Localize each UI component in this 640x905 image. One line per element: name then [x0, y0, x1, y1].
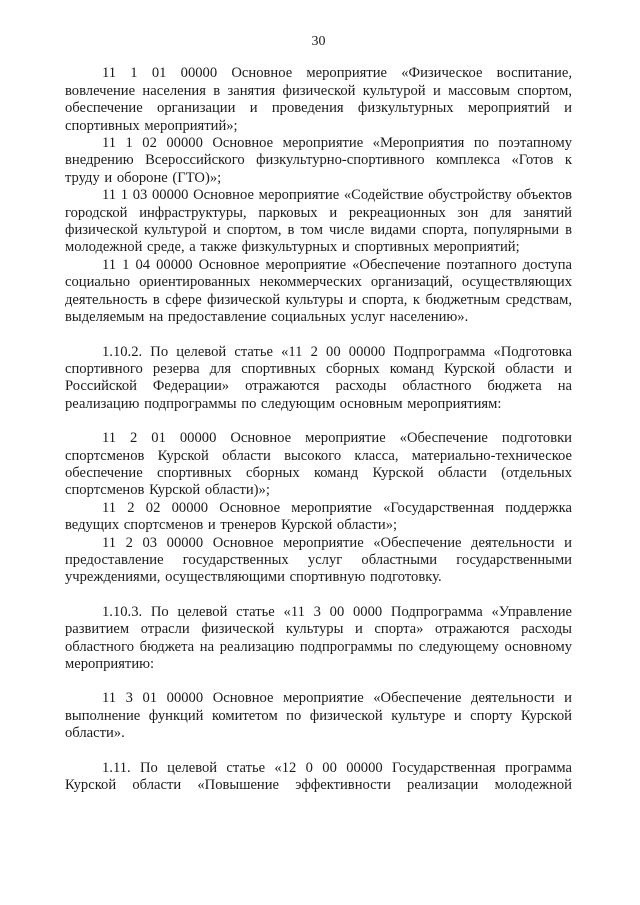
paragraph-1-11: 1.11. По целевой статье «12 0 00 00000 Государственная программа Курской области «Повышение эффективности реализации молодежной [65, 759, 572, 794]
paragraph-11-1-01: 11 1 01 00000 Основное мероприятие «Физическое воспитание, вовлечение населения в занятия физической культурой и массовым спортом, обеспечение организации и проведения физкультурных мероприятий и спортивных мероприятий»; [65, 65, 572, 134]
paragraph-11-1-02: 11 1 02 00000 Основное мероприятие «Мероприятия по поэтапному внедрению Всероссийского физкультурно-спортивного комплекса «Готов к труду и обороне (ГТО)»; [65, 135, 572, 186]
paragraph-11-2-01: 11 2 01 00000 Основное мероприятие «Обеспечение подготовки спортсменов Курской области высокого класса, материально-техническое обеспечение спортивных сборных команд Курской области (отдельных спортсменов Курской области)»; [65, 430, 572, 499]
paragraph-1-10-3: 1.10.3. По целевой статье «11 3 00 0000 Подпрограмма «Управление развитием отрасли физической культуры и спорта» отражаются расходы областного бюджета на реализацию подпрограммы по следующему основному мероприятию: [65, 603, 572, 672]
paragraph-1-10-2: 1.10.2. По целевой статье «11 2 00 00000 Подпрограмма «Подготовка спортивного резерва для спортивных сборных команд Курской области и Российской Федерации» отражаются расходы областного бюджета на реализацию подпрограммы по следующим основным мероприятиям: [65, 343, 572, 412]
paragraph-11-2-03: 11 2 03 00000 Основное мероприятие «Обеспечение деятельности и предоставление государственных услуг областными государственными учреждениями, осуществляющими спортивную подготовку. [65, 534, 572, 586]
paragraph-11-1-04: 11 1 04 00000 Основное мероприятие «Обеспечение поэтапного доступа социально ориентированных некоммерческих организаций, осуществляющих деятельность в сфере физической культуры и спорта, к бюджетным средствам, выделяемым на предоставление социальных услуг населению». [65, 256, 572, 326]
paragraph-11-2-02: 11 2 02 00000 Основное мероприятие «Государственная поддержка ведущих спортсменов и тренеров Курской области»; [65, 499, 572, 534]
paragraph-11-3-01: 11 3 01 00000 Основное мероприятие «Обеспечение деятельности и выполнение функций комитетом по физической культуре и спорту Курской области». [65, 690, 572, 742]
document-body [65, 65, 572, 794]
page-number: 30 [311, 34, 326, 49]
paragraph-11-1-03: 11 1 03 00000 Основное мероприятие «Содействие обустройству объектов городской инфраструктуры, парковых и рекреационных зон для занятий физической культурой и спортом, в том числе видами спорта, популярными в молодежной среде, а также физкультурных и спортивных мероприятий; [65, 187, 572, 256]
